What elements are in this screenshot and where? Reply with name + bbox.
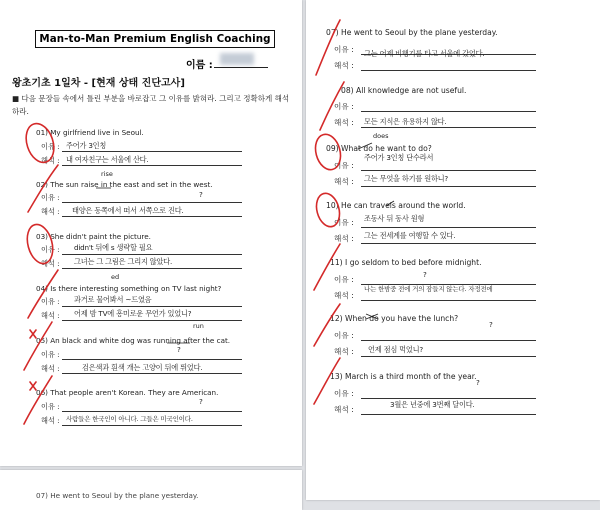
teacher-marks-right: [306, 0, 600, 500]
question-09: 09) What do he want to do?: [326, 144, 432, 153]
meaning-label: 해석 :: [334, 405, 354, 414]
answer-line: [361, 414, 536, 415]
reason-label: 이유 :: [334, 218, 354, 227]
answer-line: [361, 127, 536, 128]
meaning-answer-03: 그녀는 그 그림은 그리지 않았다.: [74, 257, 173, 266]
answer-line: [361, 111, 536, 112]
worksheet-page-2: [306, 0, 600, 500]
answer-line: [361, 170, 536, 171]
mark-11: ?: [423, 270, 427, 279]
name-underline: [214, 67, 268, 68]
reason-answer-03: didn't 뒤에 s 생략할 필요: [74, 243, 153, 252]
question-01: 01) My girlfriend live in Seoul.: [36, 128, 144, 137]
answer-line: [361, 186, 536, 187]
meaning-answer-11: 나는 한밤중 전에 거의 잠들지 않는다. 자정전에: [364, 285, 493, 293]
reason-label: 이유 :: [334, 389, 354, 398]
meaning-label: 해석 :: [334, 61, 354, 70]
question-12: 12) When do you have the lunch?: [330, 314, 459, 323]
insert-09: does: [373, 132, 389, 140]
question-07-peek: 07) He went to Seoul by the plane yesterday.: [36, 491, 199, 500]
reason-label: 이유 :: [41, 245, 60, 254]
lesson-heading: 왕초기초 1일차 - [현재 상태 진단고사]: [12, 78, 185, 89]
meaning-answer-10: 그는 전세계를 여행할 수 있다.: [364, 231, 456, 240]
reason-label: 이유 :: [41, 193, 60, 202]
answer-line: [62, 320, 242, 321]
answer-line: [62, 359, 242, 360]
meaning-answer-07: 그는 어제 비행기를 타고 서울에 갔었다.: [364, 49, 485, 58]
answer-line: [361, 356, 536, 357]
slash-mark-05: [24, 322, 52, 370]
reason-answer-10: 조동사 뒤 동사 원형: [364, 214, 425, 223]
meaning-label: 해석 :: [334, 234, 354, 243]
meaning-answer-06: 사람들은 한국인이 아니다. 그들은 미국인이다.: [66, 415, 193, 423]
reason-label: 이유 :: [41, 297, 60, 306]
reason-label: 이유 :: [334, 331, 354, 340]
meaning-label: 해석 :: [41, 207, 60, 216]
question-05: 05) An black and white dog was running after the cat.: [36, 336, 231, 345]
meaning-label: 해석 :: [41, 259, 60, 268]
question-03: 03) She didn't paint the picture.: [36, 232, 151, 241]
meaning-answer-04: 어제 밤 TV에 흥미로운 무언가 있었니?: [74, 309, 192, 318]
meaning-answer-12: 언제 점심 먹었니?: [368, 345, 423, 354]
reason-answer-01: 주어가 3인칭: [66, 141, 107, 150]
reason-label: 이유 :: [334, 102, 354, 111]
meaning-answer-13: 3월은 년중에 3번째 달이다.: [390, 400, 475, 409]
insert-04: ed: [111, 273, 120, 281]
question-08: 08) All knowledge are not useful.: [341, 86, 467, 95]
answer-line: [62, 202, 242, 203]
reason-label: 이유 :: [41, 402, 60, 411]
question-04: 04) Is there interesting something on TV last night?: [36, 284, 222, 293]
answer-line: [62, 151, 242, 152]
question-02: 02) The sun raise in the east and set in the west.: [36, 180, 213, 189]
mark-13: ?: [476, 378, 480, 387]
answer-line: [361, 243, 536, 244]
name-label: 이름 :: [186, 60, 213, 71]
mark-02: ?: [199, 190, 203, 199]
reason-label: 이유 :: [334, 161, 354, 170]
question-10: 10) He can travels around the world.: [326, 201, 466, 210]
meaning-label: 해석 :: [334, 177, 354, 186]
question-13: 13) March is a third month of the year.: [330, 372, 477, 381]
meaning-answer-02: 태양은 동쪽에서 떠서 서쪽으로 진다.: [72, 206, 184, 215]
mark-06: ?: [199, 397, 203, 406]
reason-label: 이유 :: [334, 275, 354, 284]
answer-line: [361, 340, 536, 341]
meaning-answer-05: 검은색과 흰색 개는 고양이 뒤에 뛰었다.: [82, 363, 203, 372]
meaning-answer-08: 모든 지식은 유용하지 않다.: [364, 117, 447, 126]
mark-05: ?: [177, 345, 181, 354]
answer-line: [361, 398, 536, 399]
answer-line: [62, 373, 242, 374]
answer-line: [62, 216, 242, 217]
worksheet-title: Man-to-Man Premium English Coaching: [35, 30, 275, 48]
meaning-answer-01: 내 여자친구는 서울에 산다.: [66, 155, 149, 164]
instructions: ■ 다음 문장들 속에서 틀린 부분을 바로잡고 그 이유를 밝혀라. 그리고 정확하게 해석하라.: [12, 94, 290, 116]
meaning-label: 해석 :: [334, 291, 354, 300]
meaning-label: 해석 :: [334, 118, 354, 127]
answer-line: [62, 268, 242, 269]
meaning-answer-09: 그는 무엇을 하기를 원하니?: [364, 174, 449, 183]
meaning-label: 해석 :: [41, 156, 60, 165]
insert-05: run: [193, 322, 204, 330]
answer-line: [361, 227, 536, 228]
reason-label: 이유 :: [334, 45, 354, 54]
blurred-name: [220, 53, 254, 65]
reason-label: 이유 :: [41, 142, 60, 151]
meaning-label: 해석 :: [41, 311, 60, 320]
meaning-label: 해석 :: [41, 364, 60, 373]
question-11: 11) I go seldom to bed before midnight.: [330, 258, 482, 267]
answer-line: [361, 70, 536, 71]
question-07: 07) He went to Seoul by the plane yesterday.: [326, 28, 498, 37]
reason-label: 이유 :: [41, 350, 60, 359]
worksheet-page-1: [0, 0, 302, 466]
answer-line: [361, 300, 536, 301]
insert-02: rise: [101, 170, 113, 178]
mark-12: ?: [489, 320, 493, 329]
worksheet-page-3-peek: [0, 470, 302, 510]
answer-line: [62, 306, 242, 307]
answer-line: [62, 411, 242, 412]
reason-answer-04: 과거로 물어봐서 ~드였음: [74, 295, 152, 304]
meaning-label: 해석 :: [334, 347, 354, 356]
answer-line: [62, 254, 242, 255]
question-06: 06) That people aren't Korean. They are American.: [36, 388, 219, 397]
reason-answer-09: 주어가 3인칭 단수라서: [364, 153, 434, 162]
meaning-label: 해석 :: [41, 416, 60, 425]
answer-line: [62, 165, 242, 166]
answer-line: [62, 425, 242, 426]
